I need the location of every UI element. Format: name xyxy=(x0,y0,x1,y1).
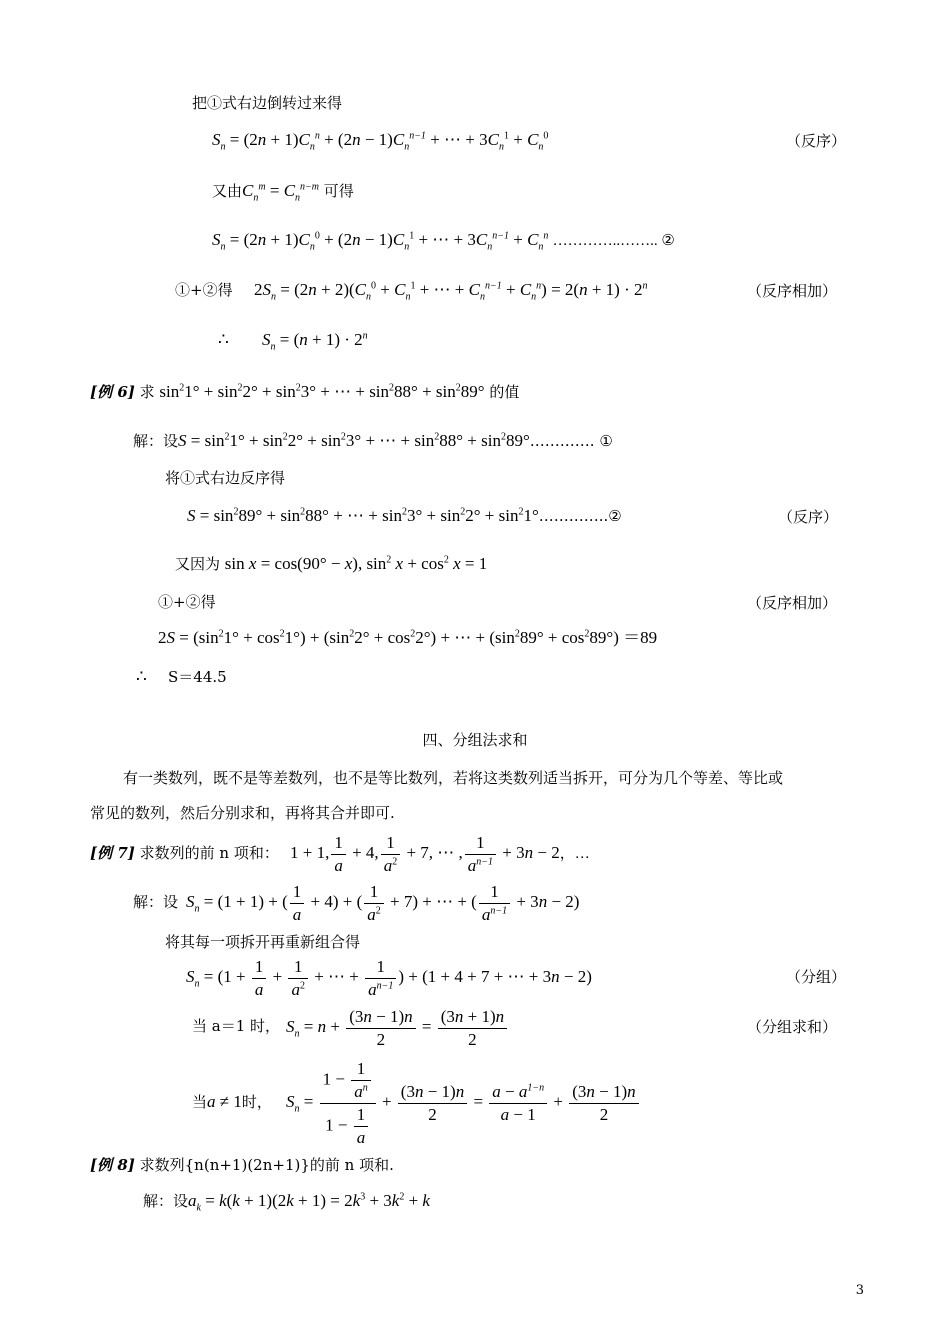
equation-case-a1: $S_n = n$ + $\frac{(3n - 1)n}{2}$ = $\frac{(3n + 1)n}{2}$ xyxy=(286,1000,509,1054)
method-tag: （反序相加） xyxy=(747,282,838,300)
method-tag: （分组求和） xyxy=(747,1018,838,1036)
equation-reversed: $S_n = (2n + 1)C_n^n + (2n - 1)C_n^{n-1}$ + ⋯ + $3C_n^1 + C_n^0$ xyxy=(212,130,549,153)
text-fragment: ，… xyxy=(559,846,590,862)
solution-8: 解：设$a_k = k(k + 1)(2k + 1) = 2k^3 + 3k^2 + k$ xyxy=(143,1191,430,1214)
text-line: 将其每一项拆开再重新组合得 xyxy=(165,933,361,951)
text-fragment: 当 xyxy=(192,1093,208,1111)
text-fragment: 可得 xyxy=(323,182,354,200)
example-label: [例 8] xyxy=(90,1156,135,1174)
method-tag: （反序） xyxy=(778,508,839,526)
text-line: ①+②得 xyxy=(175,281,233,299)
equation-sum: $2S_n = (2n + 2)(C_n^0 + C_n^1$ + ⋯ + $C_n^{n-1} + C_n^n) = 2(n + 1) \cdot 2^n$ xyxy=(254,280,648,303)
equation-forward: $S_n = (2n + 1)C_n^0 + (2n - 1)C_n^1$ + ⋯ + $3C_n^{n-1} + C_n^n$ …………..…….. ② xyxy=(212,230,675,253)
equation-case-ane1: $S_n$ = 1 − $\frac{1}{a^n}$ 1 − $\frac{1}{a}$ + $\frac{(3n - 1)n}{2}$ = $\frac{a - a^{1-n}}{a - 1}$ + $\frac{(3n - 1)n}{2}$ xyxy=(286,1055,641,1149)
method-tag: （分组） xyxy=(786,968,847,986)
solution-label: 解：设 xyxy=(133,432,179,450)
solution-label: 解：设 xyxy=(143,1192,189,1210)
paragraph-line: 有一类数列，既不是等差数列，也不是等比数列，若将这类数列适当拆开，可分为几个等差、等比或 xyxy=(123,769,784,787)
text-line: 又由$C_n^m = C_n^{n-m}$ 可得 xyxy=(212,181,354,204)
text-fragment: 又因为 xyxy=(175,555,221,573)
method-tag: （反序） xyxy=(786,132,847,150)
equation-series-7: $S_n = (1 + 1)$ + ( $\frac{1}{a}$ + 4) + ( $\frac{1}{a^2}$ + 7) + ⋯ + ( $\frac{1}{a^{n-1}}$ + 3n − 2) xyxy=(186,881,580,924)
example-label: [例 6] xyxy=(90,383,135,401)
equation-grouped: $S_n = (1$ + $\frac{1}{a}$ + $\frac{1}{a^2}$ + ⋯ + $\frac{1}{a^{n-1}}$ ) + (1 + 4 + 7 + ⋯ + 3n − 2) xyxy=(186,956,592,999)
identity-line: 又因为 sin x = cos(90° − x), $\sin^2 x + \cos^2 x = 1$ xyxy=(175,554,488,573)
example-label: [例 7] xyxy=(90,844,135,862)
text-line: ①+②得 xyxy=(158,593,216,611)
equation-marker: …………. ① xyxy=(529,432,613,450)
equation-reversed-6: $S = \sin^289^\circ + \sin^288^\circ$ + ⋯ + $\sin^23^\circ + \sin^22^\circ$ + $\sin^21^\circ\dots\dots\dots\dots..②$ xyxy=(187,506,622,525)
solution-6: 解：设$S = \sin^21^\circ + \sin^22^\circ + \sin^23^\circ$ + ⋯ + $\sin^288^\circ$ + $\sin^289^\circ\dots\dots\dots\dots$. ① xyxy=(133,431,613,450)
equation-sum-6: $2S = (\sin^21^\circ + \cos^21^\circ) + (\sin^22^\circ + \cos^22^\circ)$ + ⋯ + $(\sin^289^\circ + \cos^289^\circ) =89$ xyxy=(158,628,658,647)
example-7 xyxy=(90,843,279,863)
page-number: 3 xyxy=(855,1283,864,1298)
sequence-expression: 1 + 1, $\frac{1}{a}$ + 4, $\frac{1}{a^2}$ + 7, ⋯ , $\frac{1}{a^{n-1}}$ + 3n − 2，… xyxy=(290,832,590,875)
method-tag: （反序相加） xyxy=(747,594,838,612)
equation-marker: …………..② xyxy=(538,507,622,525)
example-text: 求数列{n(n+1)(2n+1)}的前 n 项和. xyxy=(139,1156,394,1174)
text-line: 将①式右边反序得 xyxy=(165,469,286,487)
case-label: 当 a＝1 时， xyxy=(192,1017,281,1035)
text-line: 把①式右边倒转过来得 xyxy=(192,94,343,112)
example-8 xyxy=(90,1155,394,1175)
solution-label: 解：设 xyxy=(133,893,179,911)
result-6: S＝44.5 xyxy=(168,668,227,686)
case-label: 当a ≠ 1时， xyxy=(192,1092,272,1111)
therefore-symbol: ∴ xyxy=(218,330,229,350)
example-text: 求数列的前 n 项和： xyxy=(139,844,279,862)
paragraph-line: 常见的数列，然后分别求和，再将其合并即可. xyxy=(90,804,395,822)
text-fragment: 又由 xyxy=(212,182,243,200)
equation-result: $S_n = (n + 1) \cdot 2^n$ xyxy=(262,330,368,353)
example-6: [例 6] 求 $\sin^21^\circ + \sin^22^\circ + \sin^23^\circ$ + ⋯ + $\sin^288^\circ + \sin^289^\circ$ 的值 xyxy=(90,382,520,401)
text-fragment: 时， xyxy=(241,1093,272,1111)
section-heading: 四、分组法求和 xyxy=(422,731,528,749)
equation-marker: …………..…….. ② xyxy=(552,233,675,249)
therefore-symbol: ∴ xyxy=(136,667,147,687)
